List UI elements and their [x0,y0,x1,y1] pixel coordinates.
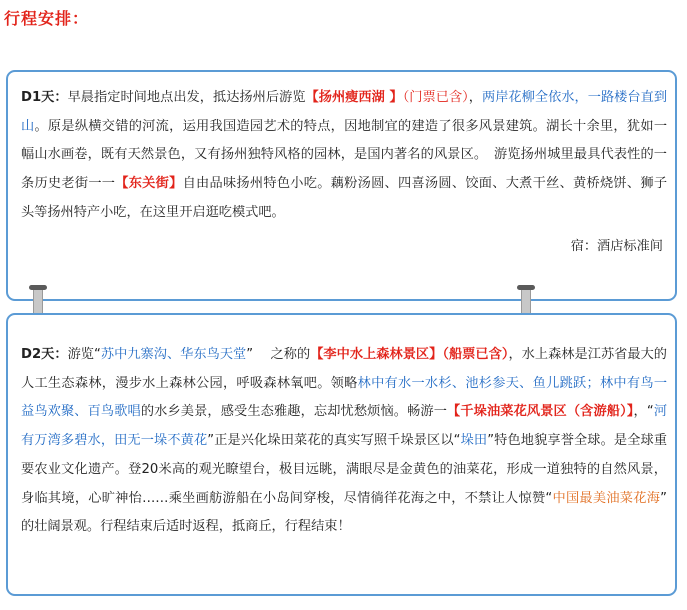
ticket-included-note: （门票已含） [402,90,469,105]
day2-card [6,313,677,596]
day2-description [21,341,667,542]
day2-text: ”正是兴化垛田菜花的真实写照千垛景区以“ [207,433,461,449]
day2-label: D2天： [21,347,68,362]
day1-text: 自由品味扬州特色小吃。藕粉汤圆、四喜汤圆、饺面、大煮干丝、黄桥烧饼、狮子头等扬州特产小吃，在这里开启逛吃模式吧。 [21,176,668,220]
day2-forest-highlight: 林中有水一水杉、池杉参天、鱼儿跳跃；林中有鸟一益鸟欢聚、百鸟歌唱 [21,375,668,420]
day1-text: 早晨指定时间地点出发，抵达扬州后游览 [67,90,306,105]
section-heading: 行程安排： [4,9,90,28]
day1-description [21,84,667,228]
day2-text: ” 之称的 [246,347,311,362]
day2-text: ”特色地貌享誉全球。是全球重要农业文化遗产。登20米高的观光瞭望台，极目远眺，满眼尽是金黄色的油菜花，形成一道独特的自然风景，身临其境，心旷神怡……乘坐画舫游船在小岛间穿梭，尽情徜徉花海之中，不禁让人惊赞“ [21,433,668,506]
day1-card [6,70,677,301]
attraction-lizhong-forest: 【李中水上森林景区】 [310,347,443,362]
day2-text: ” 的壮阔景观。行程结束后适时返程，抵商丘，行程结束！ [21,490,667,535]
boat-ticket-included-note: （船票已含） [442,347,509,362]
attraction-slender-west-lake: 【扬州瘦西湖 】 [305,90,403,105]
day2-duotian: 垛田 [460,433,488,449]
day2-text: ，水上森林是江苏省最大的人工生态森林，漫步水上森林公园，呼吸森林氧吧。领略 [21,347,667,391]
hotel-info: 宿：酒店标准间 [570,239,663,254]
day2-text: 的水乡美景，感受生态雅趣，忘却忧愁烦恼。畅游一 [140,404,448,420]
day2-nickname: 苏中九寨沟、华东鸟天堂 [100,347,247,362]
day2-flower-sea: 中国最美油菜花海 [552,490,661,506]
day2-text: ，“ [633,404,654,420]
day1-label: D1天： [21,90,68,105]
attraction-qianduo-rapeseed: 【千垛油菜花风景区（含游船）】 [447,404,634,420]
day2-poem-quote: 河有万湾多碧水，田无一垛不黄花 [21,404,668,449]
day1-highlight-quote: 两岸花柳全依水，一路楼台直到山 [21,90,668,134]
day2-text: 游览“ [67,347,101,362]
day1-text: ， [468,90,482,105]
attraction-dongguan-street: 【东关街】 [115,176,183,192]
day1-text: 。原是纵横交错的河流，运用我国造园艺术的特点，因地制宜的建造了很多风景建筑。湖长十余里，犹如一幅山水画卷，既有天然景色，又有扬州独特风格的园林，是国内著名的风景区。 游览扬州城里最具代表性的一条历史老街一一 [21,118,668,192]
